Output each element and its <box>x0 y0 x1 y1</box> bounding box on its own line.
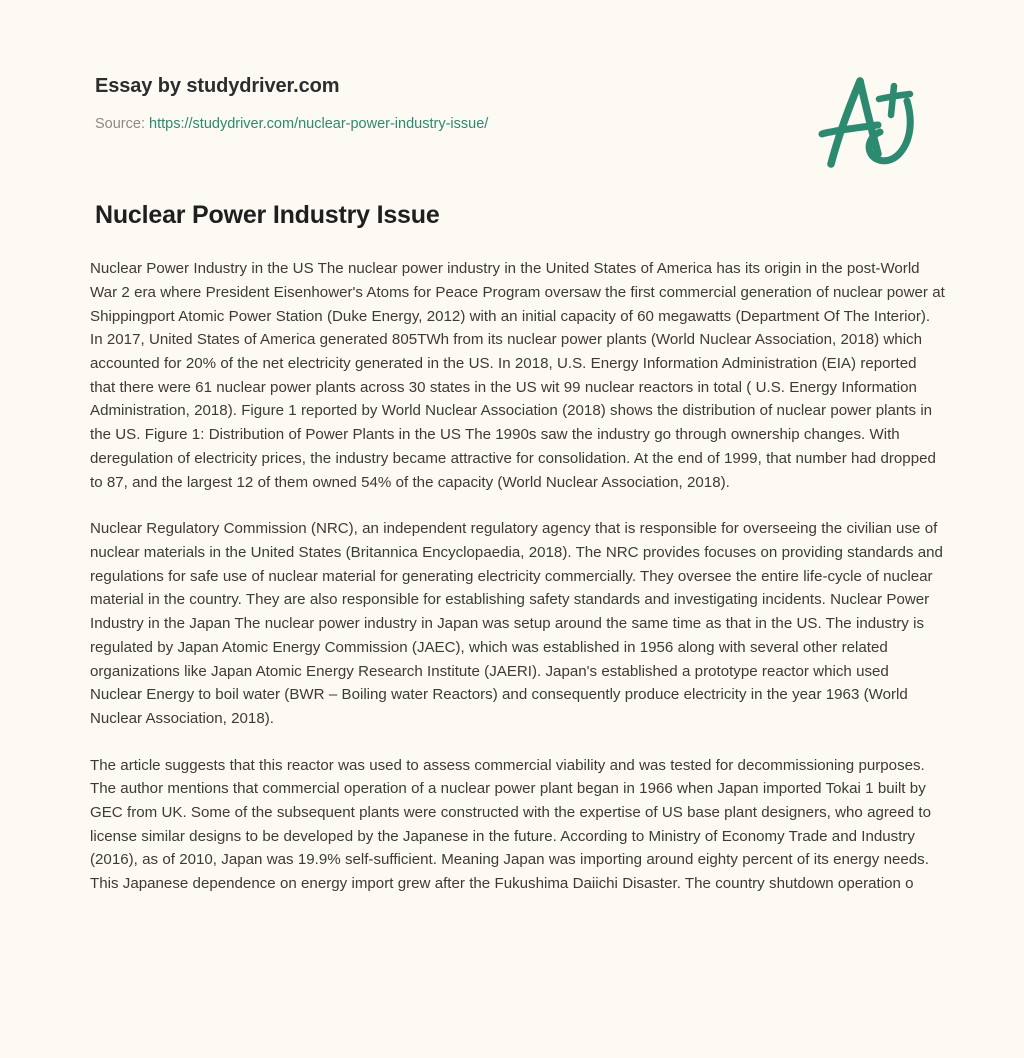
essay-text <box>0 231 1024 896</box>
page-header <box>0 0 1024 200</box>
brand-block <box>95 74 775 134</box>
source-line <box>95 115 775 134</box>
a-plus-logo-icon <box>812 68 924 172</box>
paragraph: Nuclear Regulatory Commission (NRC), an independent regulatory agency that is responsible for overseeing the civilian use of nuclear materials in the United States (Britannica Encyclopaedia, 2018). The NRC provides focuses on providing standards and regulations for safe use of nuclear material for generating electricity commercially. They oversee the entire life-cycle of nuclear material in the country. They are also responsible for establishing safety standards and investigating incidents. Nuclear Power Industry in the Japan The nuclear power industry in Japan was setup around the same time as that in the US. The industry is regulated by Japan Atomic Energy Commission (JAEC), which was established in 1956 along with several other related organizations like Japan Atomic Energy Research Institute (JAERI). Japan's established a prototype reactor which used Nuclear Energy to boil water (BWR – Boiling water Reactors) and consequently produce electricity in the year 1963 (World Nuclear Association, 2018). <box>90 520 943 727</box>
document-body <box>0 200 1024 896</box>
brand-title: Essay by studydriver.com <box>95 75 340 97</box>
paragraph: Nuclear Power Industry in the US The nuclear power industry in the United States of America has its origin in the post-World War 2 era where President Eisenhower's Atoms for Peace Program oversaw the first commercial generation of nuclear power at Shippingport Atomic Power Station (Duke Energy, 2012) with an initial capacity of 60 megawatts (Department Of The Interior). In 2017, United States of America generated 805TWh from its nuclear power plants (World Nuclear Association, 2018) which accounted for 20% of the net electricity generated in the US. In 2018, U.S. Energy Information Administration (EIA) reported that there were 61 nuclear power plants across 30 states in the US wit 99 nuclear reactors in total ( U.S. Energy Information Administration, 2018). Figure 1 reported by World Nuclear Association (2018) shows the distribution of nuclear power plants in the US. Figure 1: Distribution of Power Plants in the US The 1990s saw the industry go through ownership changes. With deregulation of electricity prices, the industry became attractive for consolidation. At the end of 1999, that number had dropped to 87, and the largest 12 of them owned 54% of the capacity (World Nuclear Association, 2018). <box>90 260 945 491</box>
paragraph: The article suggests that this reactor was used to assess commercial viability and was tested for decommissioning purposes. The author mentions that commercial operation of a nuclear power plant began in 1966 when Japan imported Tokai 1 built by GEC from UK. Some of the subsequent plants were constructed with the expertise of US base plant designers, who agreed to license similar designs to be developed by the Japanese in the future. According to Ministry of Economy Trade and Industry (2016), as of 2010, Japan was 19.9% self-sufficient. Meaning Japan was importing around eighty percent of its energy needs. This Japanese dependence on energy import grew after the Fukushima Daiichi Disaster. The country shutdown operation o <box>90 756 931 893</box>
page-title: Nuclear Power Industry Issue <box>95 201 440 229</box>
source-url-link[interactable]: https://studydriver.com/nuclear-power-industry-issue/ <box>149 116 489 132</box>
source-label: Source: <box>95 116 145 132</box>
